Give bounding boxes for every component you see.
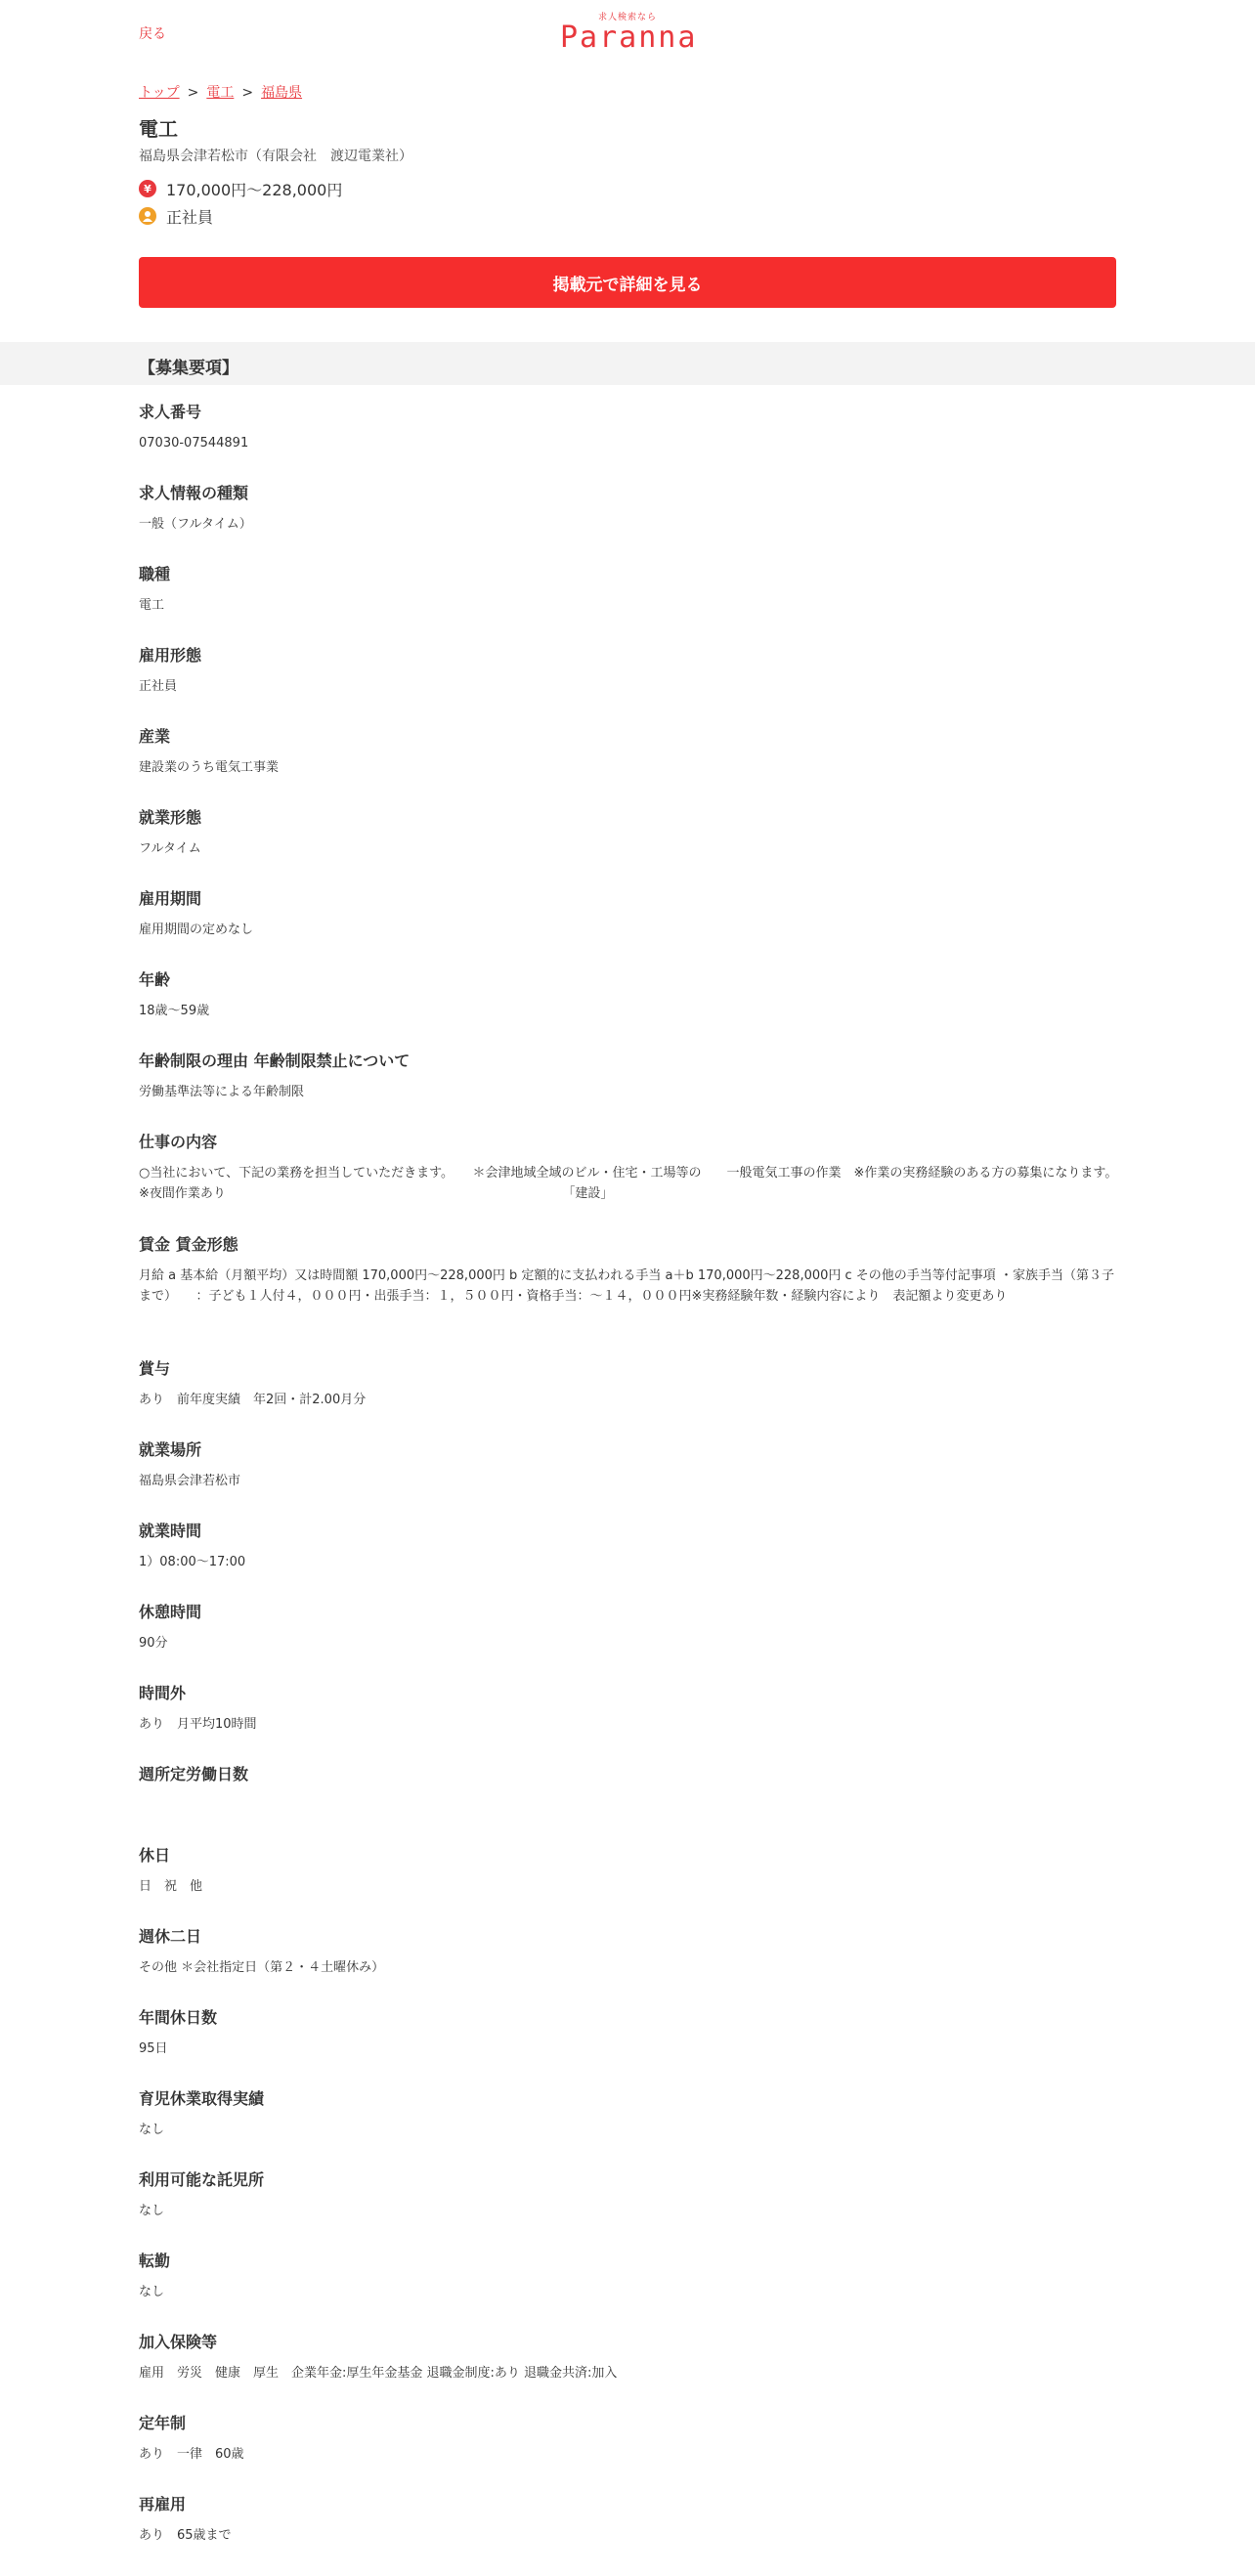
breadcrumb-separator: >: [241, 85, 254, 101]
detail-label: 年齢: [139, 970, 171, 989]
detail-value: 18歳～59歳: [139, 1004, 210, 1018]
job-details-list: [139, 403, 1124, 2576]
detail-item-age-limit-reason: [139, 1052, 1116, 1133]
detail-item-transfer: [139, 2252, 1116, 2333]
employment-type-text: 正社員: [166, 207, 214, 227]
breadcrumb-item-prefecture[interactable]: 福島県: [261, 85, 303, 101]
detail-value: なし: [139, 2204, 165, 2218]
view-source-button[interactable]: 掲載元で詳細を見る: [139, 257, 1116, 308]
detail-value: あり 前年度実績 年2回・計2.00月分: [139, 1393, 367, 1407]
detail-value: 福島県会津若松市: [139, 1474, 241, 1488]
detail-label: 賃金 賃金形態: [139, 1235, 238, 1254]
detail-item-bonus: [139, 1359, 1116, 1440]
page-header: [0, 0, 1255, 61]
yen-icon: ¥: [139, 180, 156, 197]
detail-label: 雇用期間: [139, 889, 202, 908]
logo-tagline: 求人検索なら: [597, 13, 657, 22]
logo-wordmark: Paranna: [560, 21, 698, 55]
detail-label: 年齢制限の理由 年齢制限禁止について: [139, 1052, 411, 1070]
detail-label: 休日: [139, 1846, 171, 1865]
detail-item-weekly-workdays: [139, 1765, 1116, 1846]
detail-label: 年間休日数: [139, 2008, 218, 2027]
detail-value: フルタイム: [139, 841, 201, 856]
detail-value: 日 祝 他: [139, 1879, 203, 1894]
detail-value: 雇用 労災 健康 厚生 企業年金:厚生年金基金 退職金制度:あり 退職金共済:加入: [139, 2366, 618, 2381]
detail-item-childcare-leave: [139, 2089, 1116, 2170]
detail-value: 95日: [139, 2041, 168, 2056]
detail-item-work-style: [139, 808, 1116, 889]
detail-value: あり 一律 60歳: [139, 2447, 244, 2462]
detail-item-employment-period: [139, 889, 1116, 970]
detail-value: ○当社において、下記の業務を担当していただきます。 ＊会津地域全域のビル・住宅・工場等の 一般電気工事の作業 ※作業の実務経験のある方の募集になります。 ※夜間作業あり 「建設」: [139, 1166, 1124, 1201]
back-link[interactable]: 戻る: [139, 26, 166, 42]
detail-label: 求人番号: [139, 403, 202, 421]
detail-value: 電工: [139, 598, 165, 613]
detail-item-job-description: [139, 1133, 1124, 1235]
detail-value: 建設業のうち電気工事業: [139, 760, 280, 775]
detail-item-working-hours: [139, 1522, 1116, 1603]
detail-item-listing-type: [139, 484, 1116, 565]
section-title: 【募集要項】: [139, 359, 238, 378]
detail-label: 定年制: [139, 2414, 187, 2432]
detail-item-nursery: [139, 2170, 1116, 2252]
section-header: [0, 342, 1255, 385]
detail-value: 1）08:00～17:00: [139, 1555, 246, 1569]
person-icon: [139, 207, 156, 225]
salary-text: 170,000円～228,000円: [166, 180, 343, 199]
detail-item-insurance: [139, 2333, 1116, 2414]
detail-value: あり 月平均10時間: [139, 1717, 257, 1732]
salary-row: [139, 178, 342, 199]
detail-label: 育児休業取得実績: [139, 2089, 265, 2108]
detail-value: なし: [139, 2285, 165, 2299]
breadcrumb-separator: >: [187, 85, 199, 101]
site-logo[interactable]: [560, 12, 698, 55]
detail-item-two-day-weekend: [139, 1927, 1116, 2008]
detail-value: あり 65歳まで: [139, 2528, 232, 2543]
detail-label: 仕事の内容: [139, 1133, 218, 1151]
detail-label: 週所定労働日数: [139, 1765, 249, 1783]
detail-label: 雇用形態: [139, 646, 202, 665]
detail-item-wage: [139, 1235, 1116, 1359]
company-location: 福島県会津若松市（有限会社 渡辺電業社）: [139, 149, 412, 164]
detail-item-holidays: [139, 1846, 1116, 1927]
detail-label: 就業場所: [139, 1440, 202, 1459]
detail-item-break-time: [139, 1603, 1116, 1684]
detail-item-retirement-age: [139, 2414, 1116, 2495]
detail-value: 労働基準法等による年齢制限: [139, 1085, 305, 1099]
detail-item-annual-holidays: [139, 2008, 1116, 2089]
detail-label: 産業: [139, 727, 171, 746]
detail-value: 正社員: [139, 679, 178, 694]
detail-label: 週休二日: [139, 1927, 202, 1946]
detail-value: 月給 a 基本給（月額平均）又は時間額 170,000円～228,000円 b 定額的に支払われる手当 a＋b 170,000円～228,000円 c その他の手当等付記事項 ・家族手当（第３子まで） ：子ども１人付４，０００円・出張手当：１，５００円・資格手当：～１４，０００円※実務経験年数・経験内容により 表記額より変更あり: [139, 1268, 1114, 1304]
detail-label: 就業時間: [139, 1522, 202, 1540]
detail-label: 就業形態: [139, 808, 202, 827]
detail-item-occupation: [139, 565, 1116, 646]
detail-item-age: [139, 970, 1116, 1052]
detail-value: 07030-07544891: [139, 436, 249, 451]
detail-item-industry: [139, 727, 1116, 808]
detail-item-overtime: [139, 1684, 1116, 1765]
detail-label: 転勤: [139, 2252, 171, 2270]
detail-item-job-number: [139, 403, 1116, 484]
detail-label: 休憩時間: [139, 1603, 202, 1621]
detail-label: 加入保険等: [139, 2333, 218, 2351]
breadcrumb-item-top[interactable]: トップ: [139, 85, 180, 101]
detail-value: 一般（フルタイム）: [139, 517, 252, 532]
detail-item-reemployment: [139, 2495, 1116, 2576]
detail-label: 賞与: [139, 1359, 171, 1378]
detail-value: 雇用期間の定めなし: [139, 923, 254, 937]
detail-value: 90分: [139, 1636, 168, 1651]
detail-label: 利用可能な託児所: [139, 2170, 265, 2189]
detail-value: なし: [139, 2123, 165, 2137]
breadcrumb-item-job[interactable]: 電工: [206, 85, 235, 101]
breadcrumb: [139, 82, 302, 102]
detail-label: 再雇用: [139, 2495, 187, 2513]
job-title: 電工: [139, 117, 178, 141]
detail-label: 職種: [139, 565, 171, 583]
employment-type-row: [139, 205, 213, 227]
detail-value: その他 ＊会社指定日（第２・４土曜休み）: [139, 1960, 385, 1975]
detail-label: 求人情報の種類: [139, 484, 249, 502]
detail-item-employment-type: [139, 646, 1116, 727]
detail-item-workplace: [139, 1440, 1116, 1522]
detail-label: 時間外: [139, 1684, 187, 1702]
